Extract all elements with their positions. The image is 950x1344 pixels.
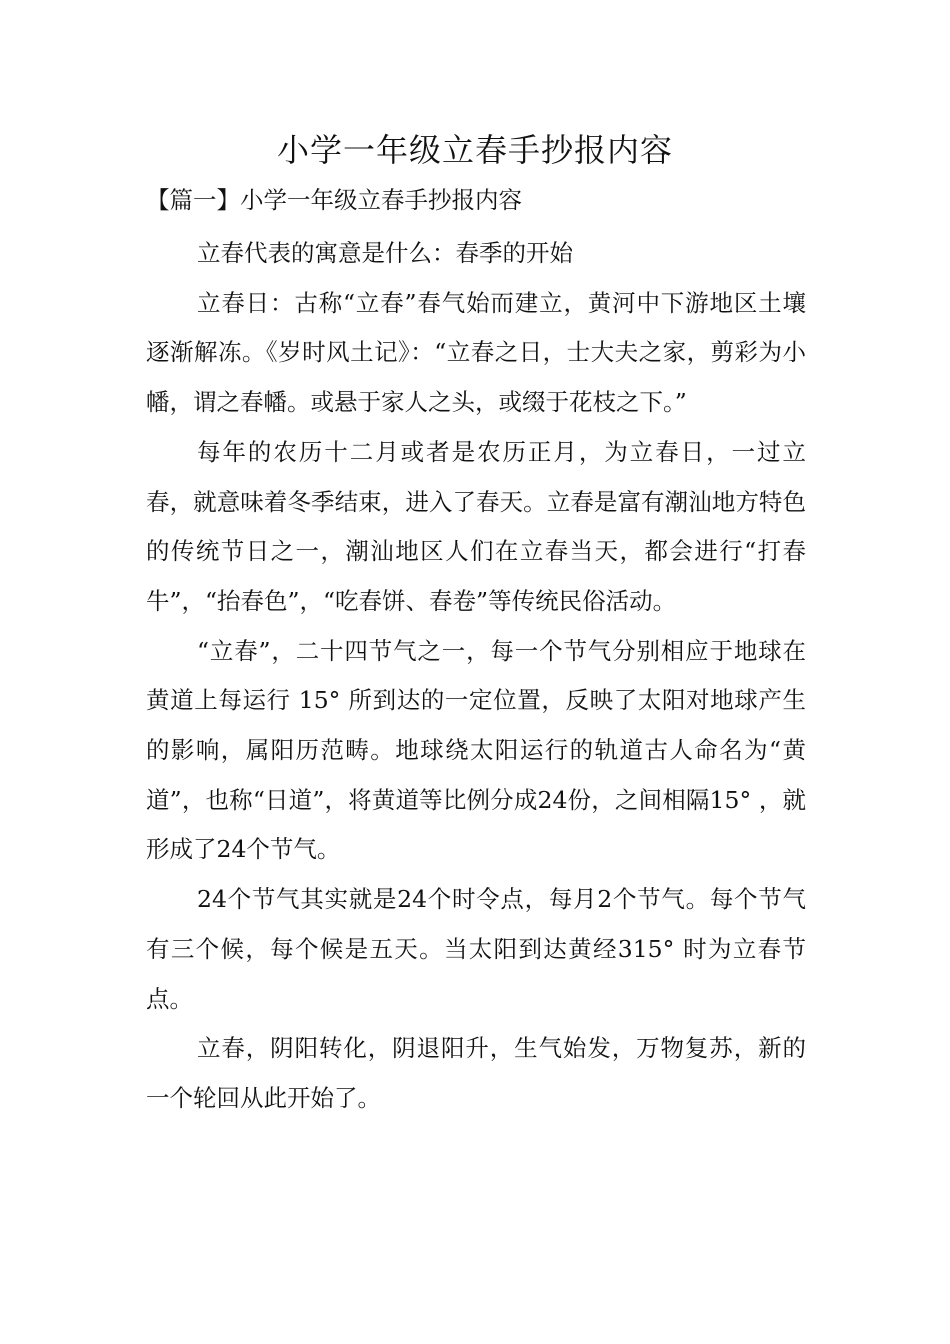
section-heading: 【篇一】小学一年级立春手抄报内容 xyxy=(146,186,522,214)
document-body xyxy=(146,229,806,1124)
document-title: 小学一年级立春手抄报内容 xyxy=(276,131,673,169)
paragraph-meaning: 立春代表的寓意是什么：春季的开始 xyxy=(197,239,573,267)
paragraph-solar-term: “立春”，二十四节气之一，每一个节气分别相应于地球在黄道上每运行 15° 所到达的一定位置，反映了太阳对地球产生的影响，属阳历范畴。地球绕太阳运行的轨道古人命名为“黄道”，也称“日道”，将黄道等比例分成24份，之间相隔15° ，就形成了24个节气。 xyxy=(146,636,806,864)
paragraph-lichun-day: 立春日：古称“立春”春气始而建立，黄河中下游地区土壤逐渐解冻。《岁时风土记》：“立春之日，士大夫之家，剪彩为小幡，谓之春幡。或悬于家人之头，或缀于花枝之下。” xyxy=(146,288,806,417)
paragraph-24-terms: 24个节气其实就是24个时令点，每月2个节气。每个节气有三个候，每个候是五天。当太阳到达黄经315° 时为立春节点。 xyxy=(146,885,806,1013)
paragraph-customs: 每年的农历十二月或者是农历正月，为立春日，一过立春，就意味着冬季结束，进入了春天。立春是富有潮汕地方特色的传统节日之一，潮汕地区人们在立春当天，都会进行“打春牛”，“抬春色”，“吃春饼、春卷”等传统民俗活动。 xyxy=(146,437,806,615)
paragraph-yin-yang: 立春，阴阳转化，阴退阳升，生气始发，万物复苏，新的一个轮回从此开始了。 xyxy=(146,1034,806,1112)
